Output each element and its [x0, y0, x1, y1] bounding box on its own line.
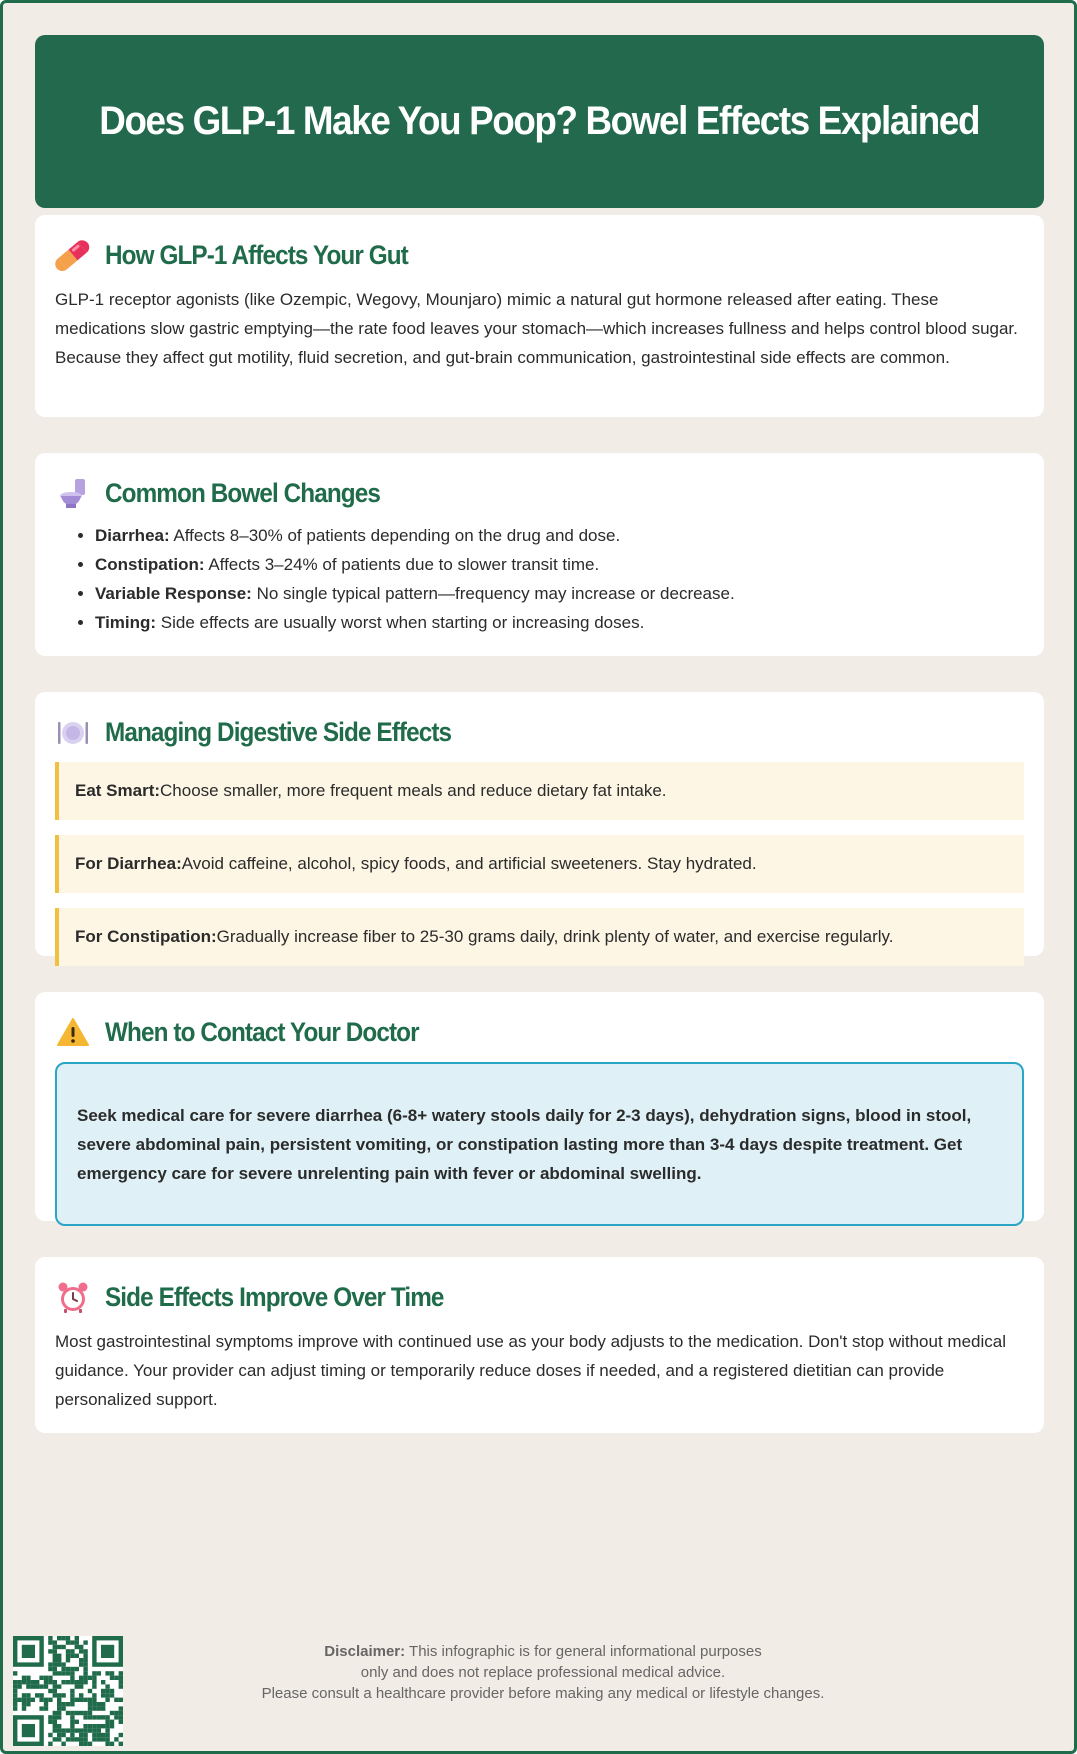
section-text: Most gastrointestinal symptoms improve with continued use as your body adjusts to the medication. Don't stop without medical guidance. Your provider can adjust timing or temporarily reduce doses if needed, and a registered dietitian can provide personalized support.	[55, 1332, 1006, 1409]
list-item: • Diarrhea: Affects 8–30% of patients depending on the drug and dose.	[95, 521, 1024, 550]
bowel-changes-list	[55, 521, 1024, 637]
list-item: • Variable Response: No single typical pattern—frequency may increase or decrease.	[95, 579, 1024, 608]
card-common-bowel-changes	[35, 453, 1044, 656]
title-banner	[35, 35, 1044, 208]
list-item: • Constipation: Affects 3–24% of patients due to slower transit time.	[95, 550, 1024, 579]
card-improve-over-time	[35, 1257, 1044, 1433]
page-title: Does GLP-1 Make You Poop? Bowel Effects Explained	[99, 99, 980, 143]
section-heading: Managing Digestive Side Effects	[105, 716, 452, 747]
section-text: GLP-1 receptor agonists (like Ozempic, Wegovy, Mounjaro) mimic a natural gut hormone released after eating. These medications slow gastric emptying—the rate food leaves your stomach—which increases fullness and helps control blood sugar. Because they affect gut motility, fluid secretion, and gut-brain communication, gastrointestinal side effects are common.	[55, 290, 1018, 367]
section-heading: How GLP-1 Affects Your Gut	[105, 239, 408, 270]
doctor-alert-box	[55, 1062, 1024, 1226]
toilet-icon	[55, 475, 91, 511]
tip-box: Eat Smart: Choose smaller, more frequent meals and reduce dietary fat intake.	[55, 762, 1024, 820]
pill-icon	[55, 237, 91, 273]
disclaimer-label: Disclaimer:	[324, 1643, 406, 1660]
tip-box: For Diarrhea: Avoid caffeine, alcohol, spicy foods, and artificial sweeteners. Stay hydrated.	[55, 835, 1024, 893]
warning-icon	[55, 1014, 91, 1050]
card-managing-side-effects	[35, 692, 1044, 956]
card-how-glp1-affects-gut	[35, 215, 1044, 417]
plate-icon	[55, 714, 91, 750]
section-heading: Side Effects Improve Over Time	[105, 1281, 444, 1312]
tip-box: For Constipation: Gradually increase fiber to 25-30 grams daily, drink plenty of water, and exercise regularly.	[55, 908, 1024, 966]
list-item: • Timing: Side effects are usually worst when starting or increasing doses.	[95, 608, 1024, 637]
card-contact-doctor	[35, 992, 1044, 1221]
alarm-clock-icon	[55, 1279, 91, 1315]
disclaimer: Disclaimer: This infographic is for general informational purposes only and does not replace professional medical advice. Please consult a healthcare provider before making any medical or lifestyle changes.	[261, 1643, 825, 1702]
section-heading: When to Contact Your Doctor	[105, 1016, 419, 1047]
alert-text: Seek medical care for severe diarrhea (6-8+ watery stools daily for 2-3 days), dehydration signs, blood in stool, severe abdominal pain, persistent vomiting, or constipation lasting more than 3-4 days despite treatment. Get emergency care for severe unrelenting pain with fever or abdominal swelling.	[77, 1105, 972, 1183]
qr-code[interactable]	[13, 1636, 123, 1746]
section-heading: Common Bowel Changes	[105, 477, 380, 508]
